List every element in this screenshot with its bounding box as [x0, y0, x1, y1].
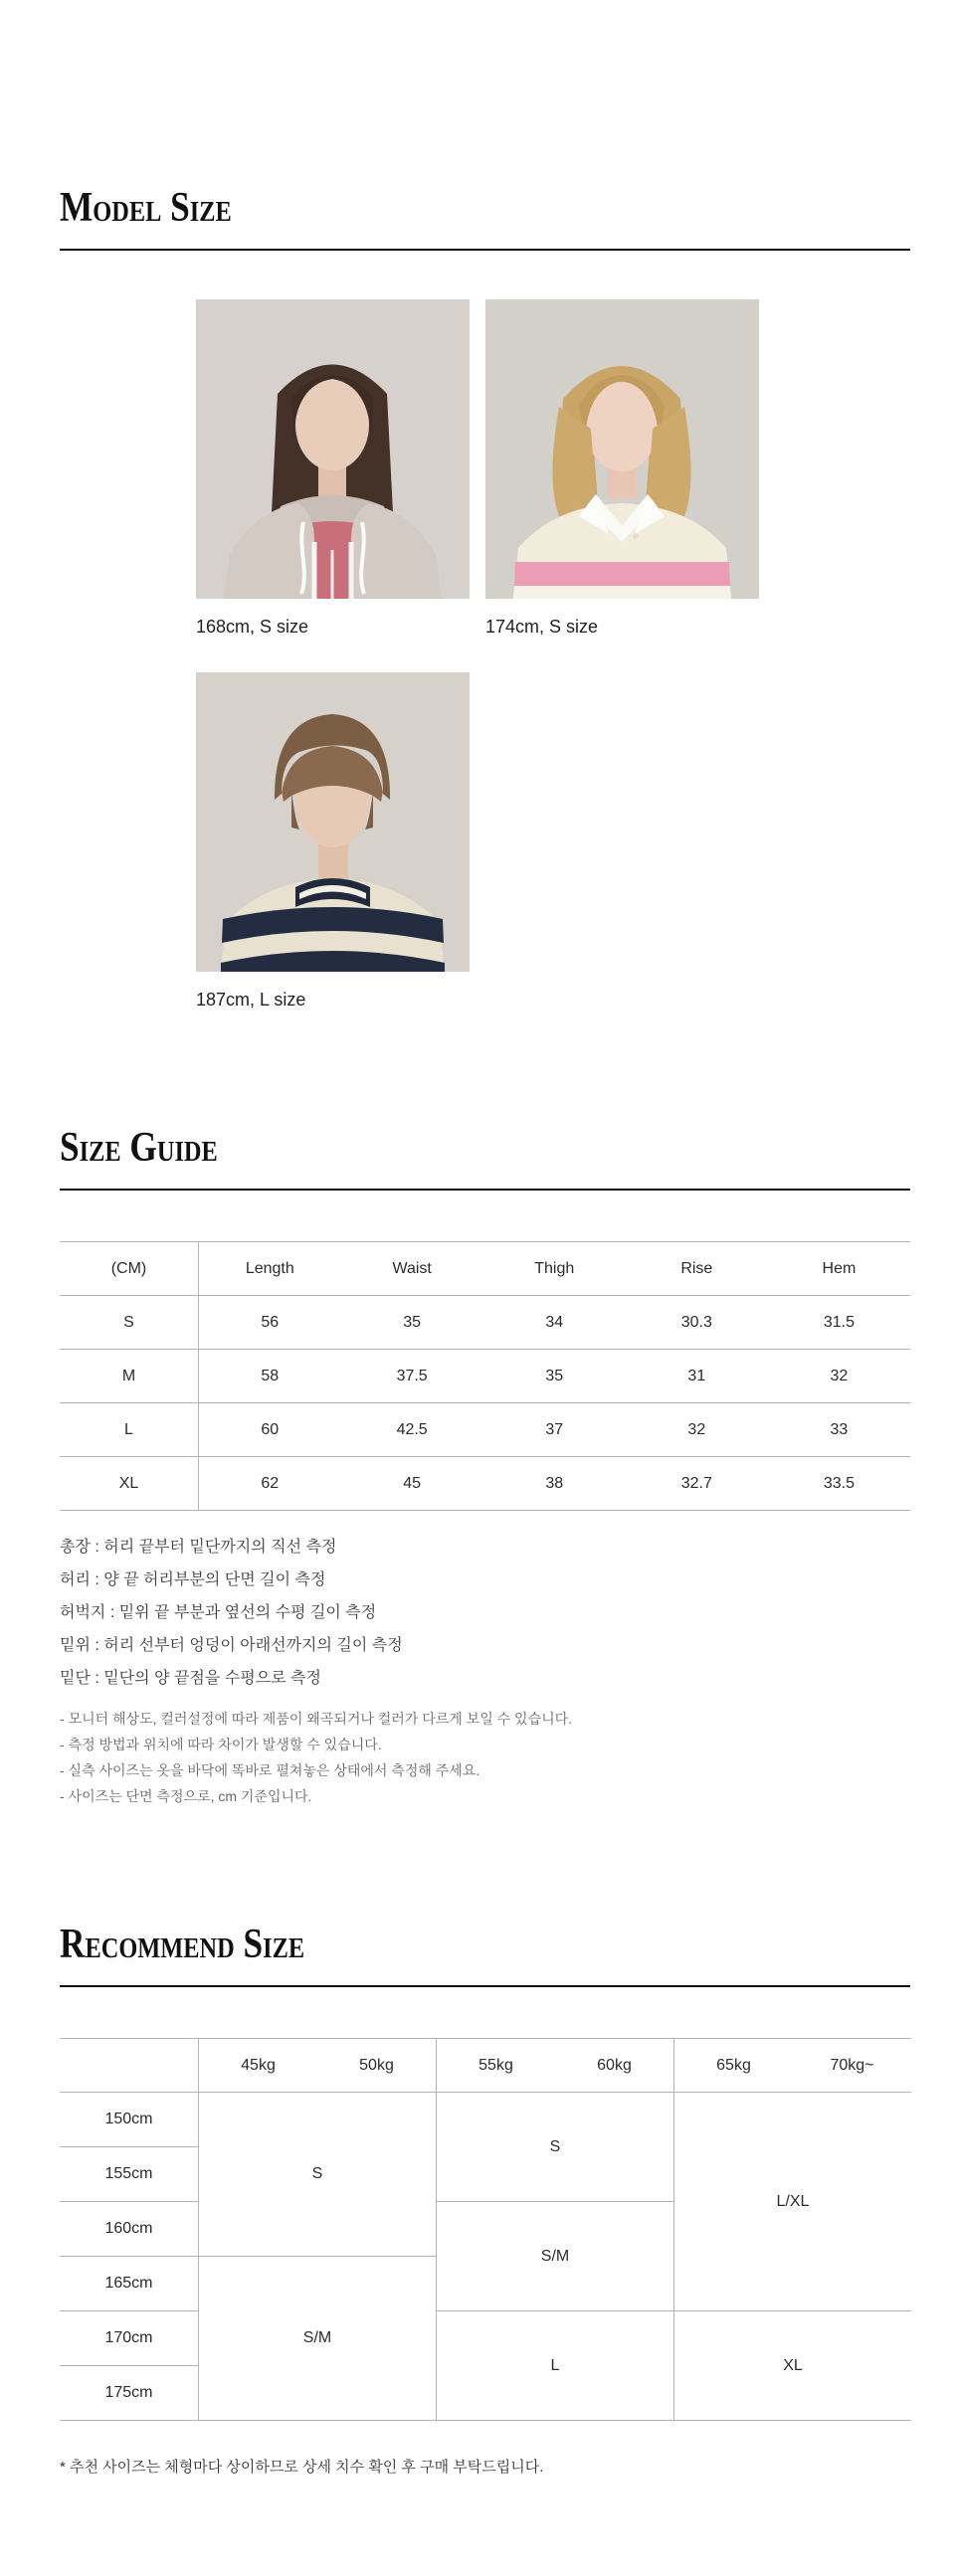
model-photo-3	[196, 672, 470, 972]
section-divider	[60, 249, 910, 251]
section-divider	[60, 1189, 910, 1191]
weight-label: 60kg	[597, 2056, 632, 2074]
model-figure-2	[485, 299, 759, 640]
weight-header-65-70	[674, 2039, 912, 2093]
table-cell: 32.7	[626, 1457, 768, 1511]
height-label-cell: 160cm	[60, 2202, 199, 2257]
table-row	[60, 1403, 910, 1457]
weight-label: 50kg	[359, 2056, 394, 2074]
height-label-cell: 170cm	[60, 2311, 199, 2366]
model-photo-row	[196, 672, 910, 1012]
recommend-size-heading: Recommend Size	[60, 1922, 305, 1967]
weight-label: 70kg~	[830, 2056, 874, 2074]
size-label-cell: L	[60, 1403, 199, 1457]
table-header-row	[60, 2039, 911, 2093]
column-header-cm: (CM)	[60, 1242, 199, 1296]
table-cell: 31.5	[768, 1296, 910, 1350]
model-size-heading: Model Size	[60, 185, 232, 231]
table-cell: 35	[341, 1296, 483, 1350]
table-row	[60, 1457, 910, 1511]
table-cell: 32	[768, 1350, 910, 1403]
size-guide-notes	[60, 1706, 910, 1809]
recommend-cell: XL	[674, 2311, 912, 2421]
table-cell: 37	[483, 1403, 626, 1457]
weight-label: 45kg	[241, 2056, 276, 2074]
size-label-cell: M	[60, 1350, 199, 1403]
column-header-hem: Hem	[768, 1242, 910, 1296]
column-header-thigh: Thigh	[483, 1242, 626, 1296]
recommend-footnote: * 추천 사이즈는 체형마다 상이하므로 상세 치수 확인 후 구매 부탁드립니다.	[60, 2459, 544, 2476]
measure-definition-line: 허리 : 양 끝 허리부분의 단면 길이 측정	[60, 1571, 326, 1588]
size-label-cell: XL	[60, 1457, 199, 1511]
column-header-length: Length	[199, 1242, 341, 1296]
table-cell: 38	[483, 1457, 626, 1511]
height-label-cell: 150cm	[60, 2093, 199, 2147]
model-photo-1	[196, 299, 470, 599]
table-row	[60, 1296, 910, 1350]
size-guide-section	[60, 1127, 910, 1809]
table-cell: 35	[483, 1350, 626, 1403]
height-label-cell: 165cm	[60, 2257, 199, 2311]
section-divider	[60, 1985, 910, 1987]
table-cell: 32	[626, 1403, 768, 1457]
size-label-cell: S	[60, 1296, 199, 1350]
empty-corner-cell	[60, 2039, 199, 2093]
measure-definitions	[60, 1531, 910, 1695]
weight-label: 55kg	[478, 2056, 513, 2074]
table-row	[60, 2311, 911, 2366]
table-cell: 33	[768, 1403, 910, 1457]
recommend-cell: L/XL	[674, 2093, 912, 2311]
table-cell: 56	[199, 1296, 341, 1350]
recommend-cell: S/M	[199, 2257, 437, 2421]
table-row	[60, 1350, 910, 1403]
size-guide-heading: Size Guide	[60, 1125, 218, 1171]
model-photo-2	[485, 299, 759, 599]
measure-definition-line: 밑단 : 밑단의 양 끝점을 수평으로 측정	[60, 1670, 321, 1687]
height-label-cell: 155cm	[60, 2147, 199, 2202]
recommend-size-section	[60, 1924, 910, 2479]
table-cell: 30.3	[626, 1296, 768, 1350]
table-cell: 42.5	[341, 1403, 483, 1457]
model-size-section	[60, 0, 910, 1012]
weight-label: 65kg	[716, 2056, 751, 2074]
column-header-waist: Waist	[341, 1242, 483, 1296]
model-caption-3: 187cm, L size	[196, 990, 306, 1010]
model-caption-2: 174cm, S size	[485, 617, 599, 637]
model-photo-row	[196, 299, 910, 640]
table-cell: 45	[341, 1457, 483, 1511]
recommend-size-table	[60, 2038, 911, 2421]
table-cell: 34	[483, 1296, 626, 1350]
table-cell: 33.5	[768, 1457, 910, 1511]
note-line: - 측정 방법과 위치에 따라 차이가 발생할 수 있습니다.	[60, 1737, 382, 1752]
measure-definition-line: 밑위 : 허리 선부터 엉덩이 아래선까지의 길이 측정	[60, 1637, 403, 1654]
model-photo-grid	[196, 299, 910, 1012]
size-guide-table	[60, 1241, 910, 1511]
column-header-rise: Rise	[626, 1242, 768, 1296]
recommend-cell: S	[199, 2093, 437, 2257]
note-line: - 사이즈는 단면 측정으로, cm 기준입니다.	[60, 1788, 312, 1804]
model-figure-1	[196, 299, 470, 640]
model-figure-3	[196, 672, 470, 1012]
weight-header-45-50	[199, 2039, 437, 2093]
model-caption-1: 168cm, S size	[196, 617, 309, 637]
note-line: - 모니터 해상도, 컬러설정에 따라 제품이 왜곡되거나 컬러가 다르게 보일 수 있습니다.	[60, 1711, 573, 1727]
table-row	[60, 2093, 911, 2147]
recommend-cell: S	[437, 2093, 674, 2202]
measure-definition-line: 총장 : 허리 끝부터 밑단까지의 직선 측정	[60, 1539, 337, 1556]
weight-header-55-60	[437, 2039, 674, 2093]
table-cell: 58	[199, 1350, 341, 1403]
table-header-row	[60, 1242, 910, 1296]
recommend-cell: L	[437, 2311, 674, 2421]
height-label-cell: 175cm	[60, 2366, 199, 2421]
table-cell: 62	[199, 1457, 341, 1511]
measure-definition-line: 허벅지 : 밑위 끝 부분과 옆선의 수평 길이 측정	[60, 1604, 377, 1621]
table-cell: 31	[626, 1350, 768, 1403]
table-cell: 37.5	[341, 1350, 483, 1403]
table-cell: 60	[199, 1403, 341, 1457]
note-line: - 실측 사이즈는 옷을 바닥에 똑바로 펼쳐놓은 상태에서 측정해 주세요.	[60, 1762, 480, 1778]
recommend-cell: S/M	[437, 2202, 674, 2311]
